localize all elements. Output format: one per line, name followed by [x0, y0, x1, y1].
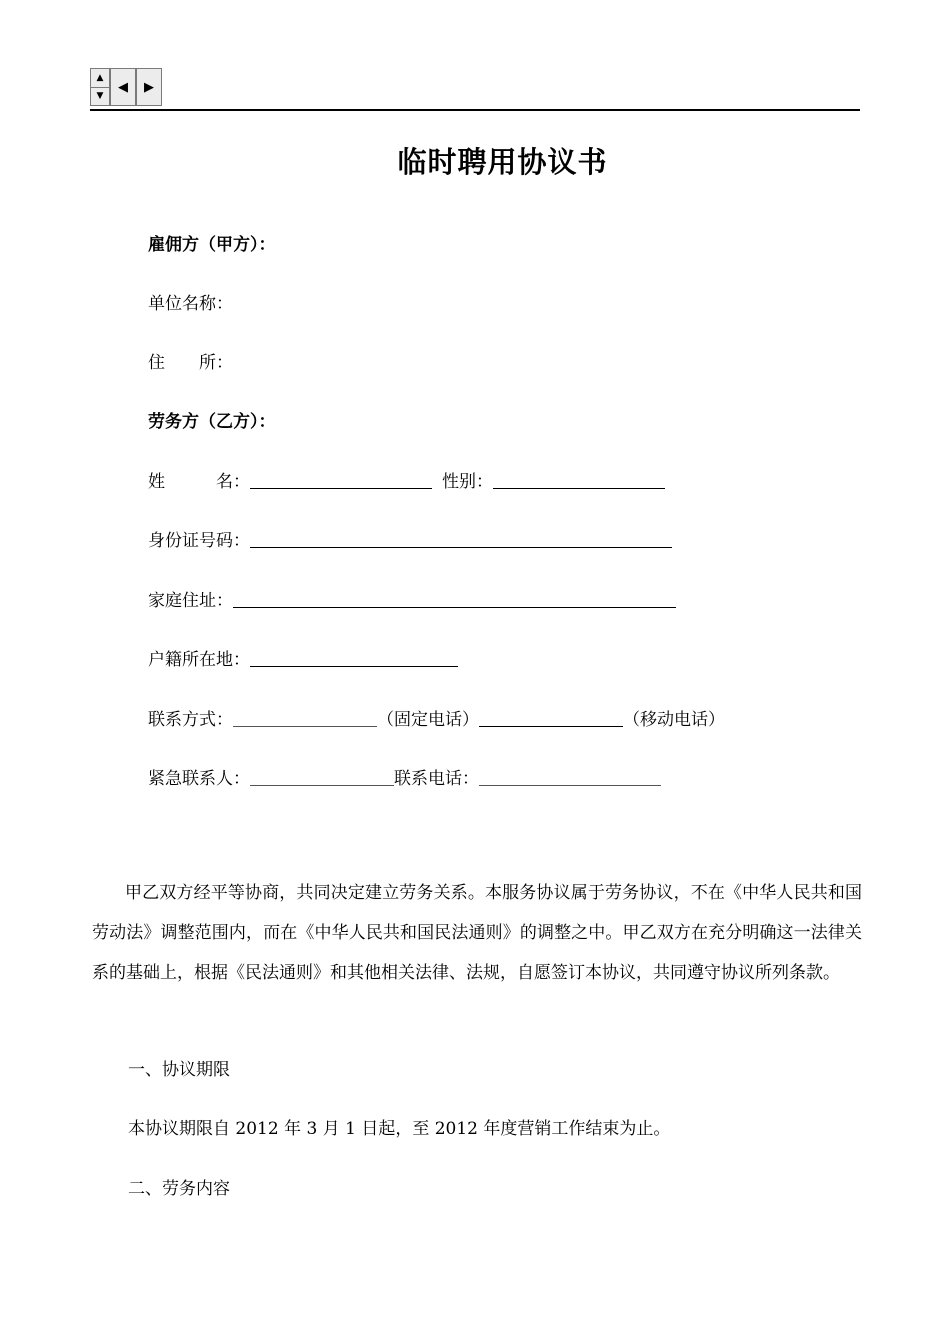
emergency-contact-blank [250, 784, 394, 786]
landline-blank [233, 725, 377, 727]
contact-row [148, 705, 725, 730]
party-a-heading: 雇佣方（甲方）： [148, 235, 276, 255]
hukou-blank [250, 665, 458, 667]
spin-down-button[interactable] [91, 87, 109, 105]
home-address-label: 家庭住址： [148, 591, 233, 611]
section-2-title: 二、劳务内容 [128, 1179, 230, 1199]
next-page-button[interactable] [136, 68, 162, 106]
gender-blank [493, 487, 665, 489]
home-address-blank [233, 606, 676, 608]
id-row [148, 526, 672, 551]
document-title: 临时聘用协议书 [397, 145, 608, 179]
emergency-phone-label: 联系电话： [394, 769, 479, 789]
landline-suffix: （固定电话） [377, 710, 479, 730]
hukou-label: 户籍所在地： [148, 650, 250, 670]
id-number-blank [250, 546, 672, 548]
section-1-text: 本协议期限自 2012 年 3 月 1 日起，至 2012 年度营销工作结束为止。 [128, 1119, 671, 1139]
spin-up-button[interactable] [91, 69, 109, 88]
gender-label: 性别： [442, 472, 493, 492]
mobile-suffix: （移动电话） [623, 710, 725, 730]
emergency-row [148, 764, 661, 789]
unit-name-label: 单位名称： [148, 294, 233, 314]
home-address-row [148, 586, 676, 611]
triangle-right-icon: ▶ [144, 79, 154, 95]
intro-paragraph: 甲乙双方经平等协商，共同决定建立劳务关系。本服务协议属于劳务协议，不在《中华人民共和国劳动法》调整范围内，而在《中华人民共和国民法通则》的调整之中。甲乙双方在充分明确这一法律关系的基础上，根据《民法通则》和其他相关法律、法规，自愿签订本协议，共同遵守协议所列条款。 [92, 883, 862, 983]
id-number-label: 身份证号码： [148, 531, 250, 551]
emergency-contact-label: 紧急联系人： [148, 769, 250, 789]
mobile-blank [479, 725, 623, 727]
hukou-row [148, 645, 458, 670]
name-label: 姓 名： [148, 472, 250, 492]
name-gender-row [148, 467, 665, 492]
party-b-heading: 劳务方（乙方）： [148, 412, 276, 432]
triangle-up-icon: ▲ [96, 73, 104, 83]
page-navigation-control [90, 68, 162, 106]
page-spinner[interactable] [90, 68, 110, 106]
name-blank [250, 487, 432, 489]
previous-page-button[interactable] [110, 68, 136, 106]
triangle-left-icon: ◀ [118, 79, 128, 95]
address-label: 住 所： [148, 353, 233, 373]
contact-label: 联系方式： [148, 710, 233, 730]
section-1-title: 一、协议期限 [128, 1060, 230, 1080]
triangle-down-icon: ▼ [96, 91, 104, 101]
emergency-phone-blank [479, 784, 661, 786]
header-divider [90, 109, 860, 111]
